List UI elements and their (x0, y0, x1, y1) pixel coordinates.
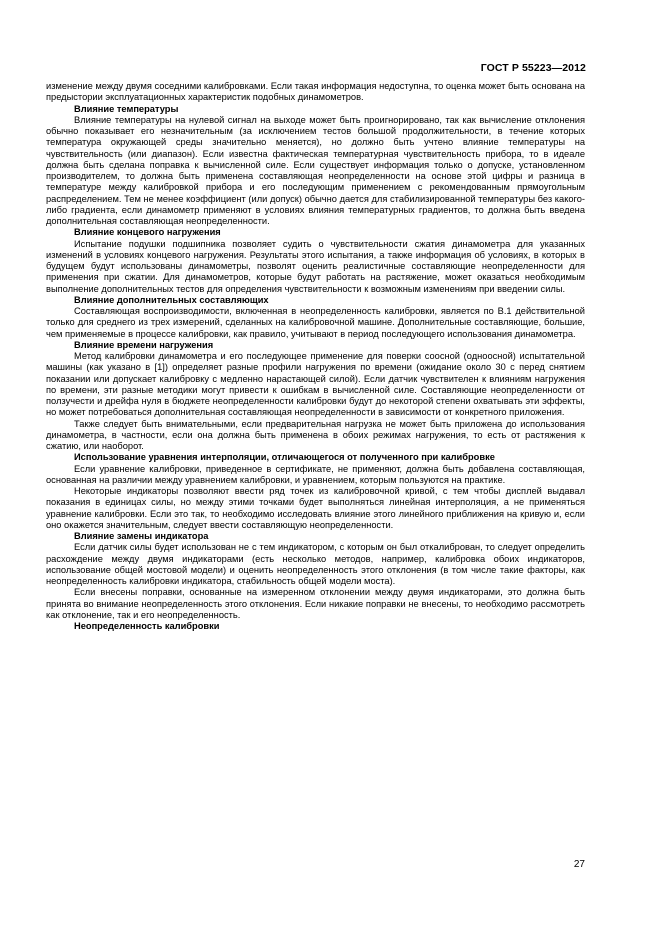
paragraph-end-loading-effect: Испытание подушки подшипника позволяет судить о чувствительности сжатия динамометра для указанных изменений в условиях концевого нагружения. Результаты этого испытания, а также информация об условиях, в которых в будущем будут использованы динамометры, позволят оценить реалистичные составляющие неопределенности для применения при сжатии. Для динамометров, которые будут работать на растяжение, может оказаться необходимым выполнение дополнительных тестов для определения чувствительности к возможным изменениям при введении силы. (46, 238, 585, 294)
document-body (46, 81, 585, 632)
heading-end-loading-effect: Влияние концевого нагружения (74, 227, 221, 238)
paragraph-calibration-intervals: изменение между двумя соседними калибровками. Если такая информация недоступна, то оценка может быть основана на предыстории эксплуатационных характеристик подобных динамометров. (46, 81, 585, 103)
paragraph-interpolation-equation: Если уравнение калибровки, приведенное в сертификате, не применяют, должна быть добавлена составляющая, основанная на различии между уравнением калибровки, и уравнением, которым пользуются на практике. (46, 463, 585, 485)
paragraph-additional-components: Составляющая воспроизводимости, включенная в неопределенность калибровки, является по В.1 действительной только для среднего из трех измерений, сделанных на калибровочной машине. Дополнительные составляющие, большие, чем применяемые в процессе калибровки, как правило, учитывают в период последующего использования динамометра. (46, 306, 585, 339)
heading-additional-components: Влияние дополнительных составляющих (74, 294, 269, 305)
paragraph-indicator-replacement: Если датчик силы будет использован не с тем индикатором, с которым он был откалиброван, то следует определить расхождение между двумя индикаторами (есть несколько методов, например, калибровка обоих индикаторов, использование общей мостовой модели) и оценить неопределенность этого отклонения (в том числе такие факторы, как неопределенность калибровки индикатора, стабильность общей модели моста). (46, 542, 585, 586)
paragraph-linear-interpolation: Некоторые индикаторы позволяют ввести ряд точек из калибровочной кривой, с тем чтобы дисплей выдавал показания в единицах силы, но между этими точками будет выполняться линейная интерполяция, а не применяться уравнение калибровки. Если это так, то необходимо исследовать влияние этого линейного приближения на кривую и, если оно окажется значительным, следует ввести составляющую неопределенности. (46, 486, 585, 530)
paragraph-temperature-effect: Влияние температуры на нулевой сигнал на выходе может быть проигнорировано, так как вычисление отклонения обычно показывает его незначительным (за исключением тестов большой продолжительности, в течение которых температура окружающей среды значительно меняется), но должно быть учтено влияние температуры на чувствительность (или диапазон). Если известна фактическая температурная чувствительность прибора, то в идеале должна быть сделана поправка к вычисленной силе. Если существует информация только о допуске, установленном производителем, то должна быть применена составляющая неопределенности на основе этой цифры и разница в температуре между калибровкой прибора и его последующим применением с рекомендованным прямоугольным распределением. Тем не менее коэффициент (или допуск) обычно дается для стабилизированной температуры без какого-либо градиента, если динамометр применяют в условиях влияния температурных градиентов, то должна быть введена дополнительная составляющая неопределенности. (46, 114, 585, 226)
page-number: 27 (573, 859, 585, 870)
paragraph-preload-caution: Также следует быть внимательными, если предварительная нагрузка не может быть приложена до использования динамометра, в частности, если она должна быть применена в обоих режимах нагружения, то есть от растяжения к сжатию, или наоборот. (46, 418, 585, 451)
heading-indicator-replacement: Влияние замены индикатора (74, 531, 209, 541)
document-header: ГОСТ Р 55223—2012 (480, 62, 586, 74)
heading-interpolation-equation: Использование уравнения интерполяции, отличающегося от полученного при калибровке (74, 452, 495, 463)
heading-calibration-uncertainty: Неопределенность калибровки (74, 621, 220, 631)
heading-temperature-effect: Влияние температуры (74, 103, 179, 114)
paragraph-indicator-corrections: Если внесены поправки, основанные на измеренном отклонении между двумя индикаторами, это должна быть принята во внимание неопределенность этого отклонения. Если никакие поправки не внесены, то необходимо рассмотреть как отклонение, так и его неопределенность. (46, 587, 585, 620)
heading-loading-time-effect: Влияние времени нагружения (74, 339, 214, 350)
paragraph-loading-time-effect: Метод калибровки динамометра и его последующее применение для поверки соосной (одноосной) испытательной машины (как указано в [1]) определяет разные профили нагружения по времени (ожидание около 30 с перед снятием показании или допускает калибровку с медленно нарастающей силой). Если датчик чувствителен к влияниям нагружения по времени, эти разные методики могут привести к ошибкам в вычисленной силе. Составляющие неопределенности от ползучести и дрейфа нуля в бюджете неопределенности калибровки будут до некоторой степени охватывать эти эффекты, но может потребоваться дополнительная составляющая неопределенности в зависимости от конкретного приложения. (46, 351, 585, 418)
